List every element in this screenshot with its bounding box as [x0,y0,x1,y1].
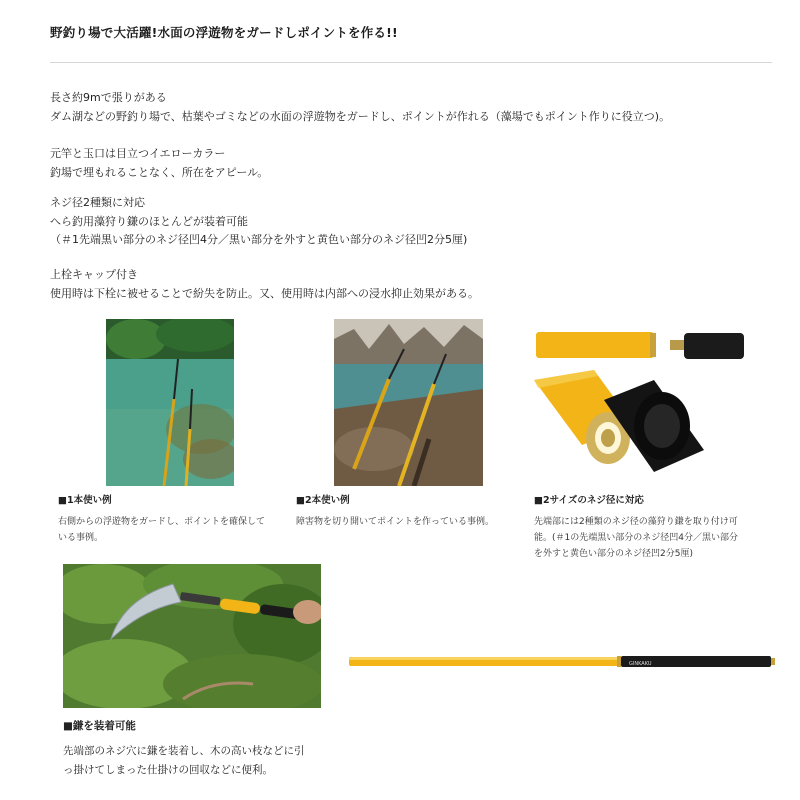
rod-brand-label: GINKAKU [629,661,652,667]
page-title: 野釣り場で大活躍!水面の浮遊物をガードしポイントを作る!! [50,25,398,40]
photo-description-line: 能。(＃1の先端黒い部分のネジ径凹4分／黒い部分 [534,533,738,543]
section-line: ダム湖などの野釣り場で、枯葉やゴミなどの水面の浮遊物をガードし、ポイントが作れる（藻場でもポイント作りに役立つ)。 [50,109,671,123]
photo-single-rod-example [106,319,234,486]
photo-description-line: っ掛けてしまった仕掛けの回収などに便利。 [63,764,273,776]
photo-description [534,514,738,562]
photo-description-line: 先端部には2種類のネジ径の藻狩り鎌を取り付け可 [534,517,738,527]
photo-description-line: を外すと黄色い部分のネジ径凹2分5厘) [534,549,693,559]
photo-two-rod-example [334,319,483,486]
feature-section-length [50,89,670,126]
photo-caption: ■2サイズのネジ径に対応 [534,495,644,506]
section-heading: ネジ径2種類に対応 [50,196,145,209]
photo-description-line: 右側からの浮遊物をガードし、ポイントを確保して [58,517,266,527]
photo-thread-sizes [534,330,750,478]
feature-section-cap [50,266,479,303]
section-heading: 元竿と玉口は目立つイエローカラー [50,147,226,160]
photo-description-line: 先端部のネジ穴に鎌を装着し、木の高い枝などに引 [63,745,305,757]
photo-description [296,514,494,530]
photo-rod-full [347,650,777,672]
feature-section-thread [50,194,467,250]
photo-description [58,514,265,546]
feature-section-color [50,145,268,182]
section-line: 使用時は下栓に被せることで紛失を防止。又、使用時は内部への浸水抑止効果がある。 [50,286,479,300]
section-heading: 長さ約9mで張りがある [50,91,167,104]
divider [50,62,772,63]
photo-description-line: 障害物を切り開いてポイントを作っている事例。 [296,517,495,527]
section-line: （＃1先端黒い部分のネジ径凹4分／黒い部分を外すと黄色い部分のネジ径凹2分5厘) [50,233,468,246]
photo-description [63,742,305,780]
section-heading: 上栓キャップ付き [50,268,138,281]
photo-sickle-attached [63,564,321,708]
section-line: へら釣用藻狩り鎌のほとんどが装着可能 [50,214,248,228]
photo-description-line: いる事例。 [58,533,104,543]
photo-caption: ■2本使い例 [296,495,350,506]
photo-caption: ■鎌を装着可能 [63,720,136,732]
section-line: 釣場で埋もれることなく、所在をアピール。 [50,165,269,179]
photo-caption: ■1本使い例 [58,495,112,506]
